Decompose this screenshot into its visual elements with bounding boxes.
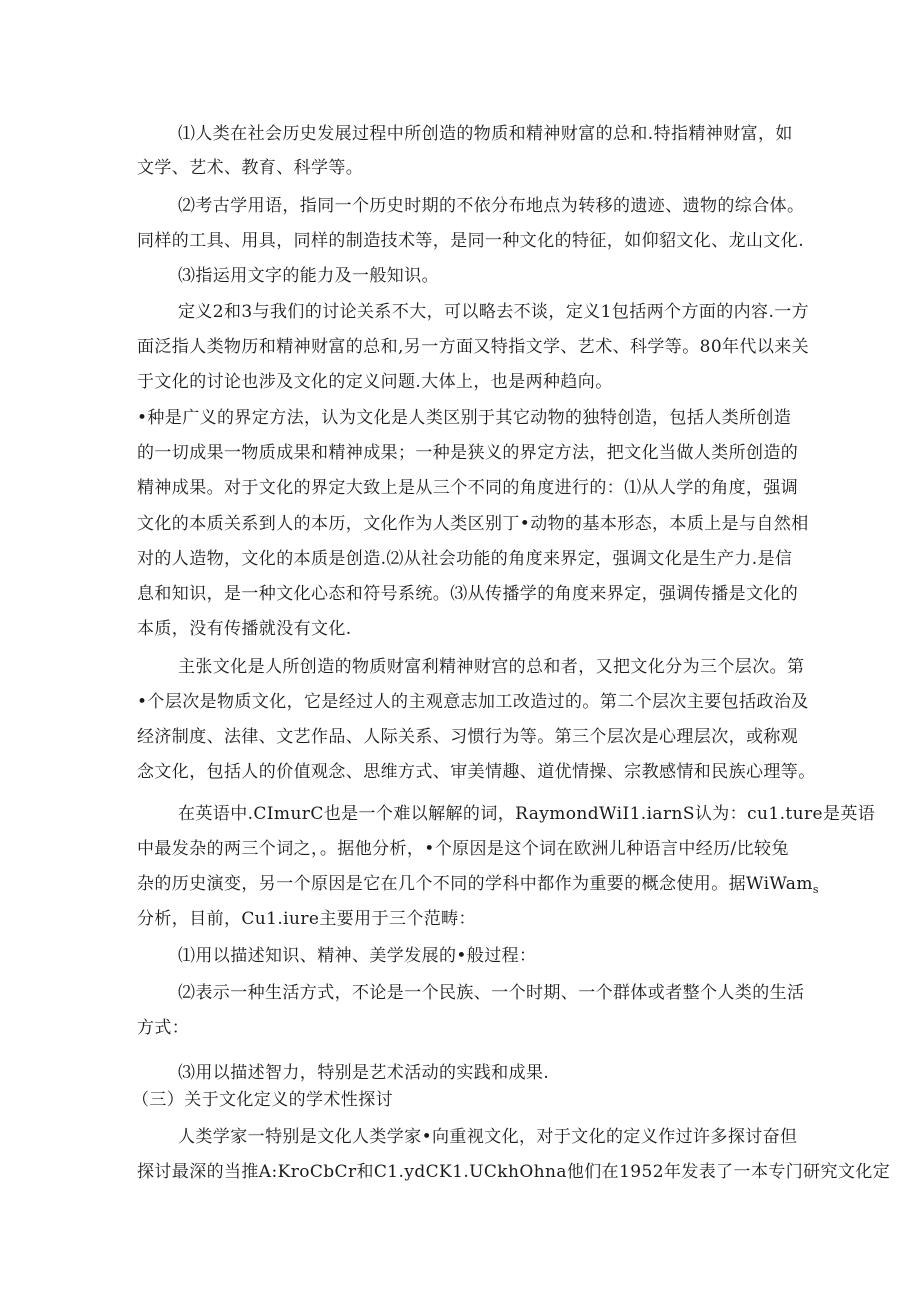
- text-line: •种是广义的界定方法，认为文化是人类区别于其它动物的独特创造，包括人类所创造: [137, 408, 792, 428]
- text-line: 人类学家一特别是文化人类学家•向重视文化，对于文化的定义作过许多探讨奋但: [178, 1127, 798, 1147]
- text-line: •个层次是物质文化，它是经过人的主观意志加工改造过的。第二个层次主要包括政治及: [137, 692, 809, 712]
- text-line: 同样的工具、用具，同样的制造技术等，是同一种文化的特征，如仰貂文化、龙山文化.: [137, 231, 805, 251]
- text-line: ⑵考古学用语，指同一个历史时期的不依分布地点为转移的遗迹、遗物的综合体。: [178, 196, 805, 216]
- text-line: [137, 869, 819, 896]
- text-line: 念文化，包括人的价值观念、思维方式、审美情趣、道优情操、宗教感情和民族心理等。: [137, 762, 816, 782]
- text-line: 本质，没有传播就没有文化.: [137, 619, 352, 639]
- text-line: 分析，目前，Cu1.iure主要用于三个范畴：: [137, 909, 476, 929]
- subscript-letter: s: [812, 883, 819, 896]
- text-line: 文学、艺术、教育、科学等。: [137, 158, 364, 178]
- text-line-content: 杂的历史演变，另一个原因是它在几个不同的学科中都作为重要的概念使用。据WiWam: [137, 874, 813, 894]
- text-line: 主张文化是人所创造的物质财富利精神财宫的总和者，又把文化分为三个层次。第: [178, 657, 805, 677]
- text-line: 经济制度、法律、文艺作品、人际关系、习惯行为等。第三个层次是心理层次，或称观: [137, 727, 799, 747]
- text-line: 的一切成果一物质成果和精神成果；一种是狭义的界定方法，把文化当做人类所创造的: [137, 443, 799, 463]
- text-line: 方式：: [137, 1018, 190, 1038]
- text-line: ⑴用以描述知识、精神、美学发展的•般过程：: [178, 946, 537, 966]
- text-line: 于文化的讨论也涉及文化的定义问题.大体上，也是两种趋向。: [137, 372, 613, 392]
- text-line: 定义2和3与我们的讨论关系不大，可以略去不谈，定义1包括两个方面的内容.一方: [178, 302, 810, 322]
- text-line: ⑶用以描述智力，特别是艺术活动的实践和成果.: [178, 1063, 550, 1083]
- text-line: 文化的本质关系到人的本历，文化作为人类区别丁•动物的基本形态，本质上是与自然相: [137, 514, 809, 534]
- text-line: ⑶指运用文字的能力及一般知识。: [178, 266, 439, 286]
- section-heading: （三）关于文化定义的学术性探讨: [132, 1090, 393, 1110]
- text-line: 探讨最深的当推A:KroCbCr和C1.ydCK1.UCkhOhna他们在1952年发表了一本专门研究文化定: [137, 1162, 891, 1182]
- text-line: ⑵表示一种生活方式，不论是一个民族、一个时期、一个群体或者整个人类的生活: [178, 983, 805, 1003]
- text-line: ⑴人类在社会历史发展过程中所创造的物质和精神财富的总和.特指精神财富，如: [178, 124, 793, 144]
- text-line: 中最发杂的两三个词之，。据他分析，•个原因是这个词在欧洲儿种语言中经历/比较兔: [137, 839, 789, 859]
- text-line: 息和知识，是一种文化心态和符号系统。⑶从传播学的角度来界定，强调传播是文化的: [137, 584, 799, 604]
- text-line: 面泛指人类物历和精神财富的总和,另一方面又特指文学、艺术、科学等。80年代以来关: [137, 337, 810, 357]
- text-line: 在英语中.CImurC也是一个难以解解的词，RaymondWiI1.iarnS认为：cu1.ture是英语: [178, 804, 876, 824]
- text-line: 精神成果。对于文化的界定大致上是从三个不同的角度进行的：⑴从人学的角度，强调: [137, 478, 799, 498]
- text-line: 对的人造物，文化的本质是创造.⑵从社会功能的角度来界定，强调文化是生产力.是信: [137, 549, 793, 569]
